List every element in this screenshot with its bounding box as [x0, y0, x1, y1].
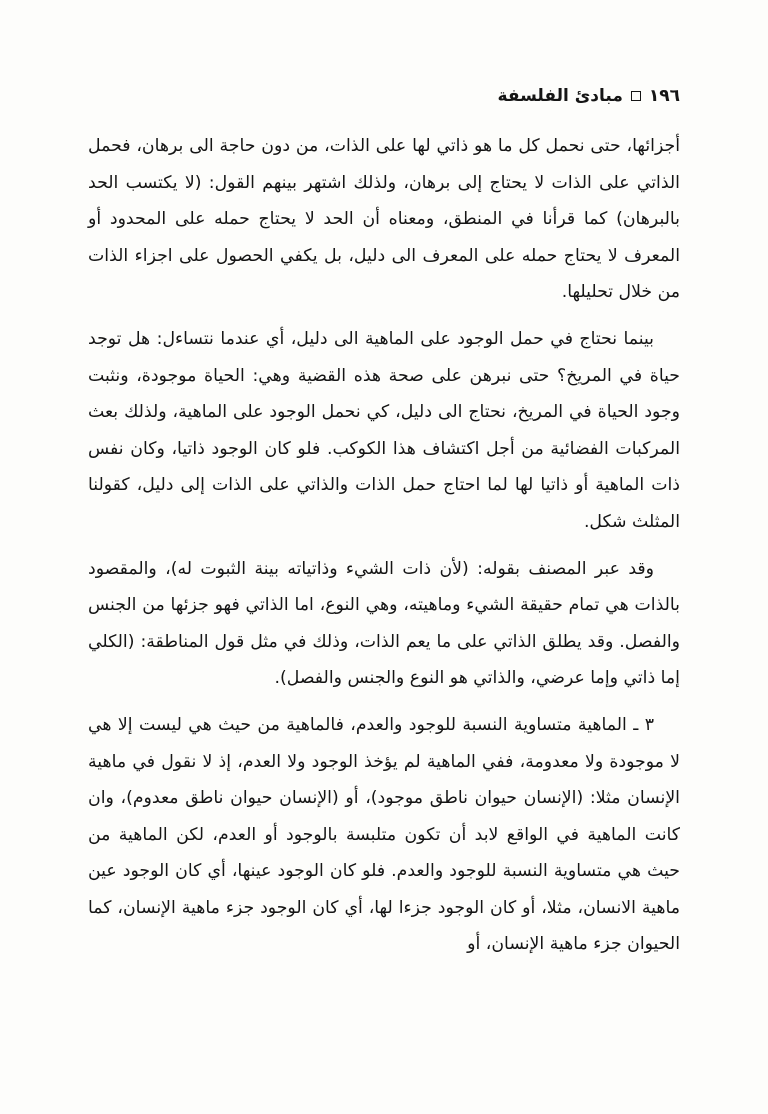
paragraph-2: بينما نحتاج في حمل الوجود على الماهية الى دليل، أي عندما نتساءل: هل توجد حياة في المريخ؟ حتى نبرهن على صحة هذه القضية وهي: الحياة موجودة، ونثبت وجود الحياة في المريخ، نحتاج الى دليل، كي نحمل الوجود على الماهية، ولذلك بعث المركبات الفضائية من أجل اكتشاف هذا الكوكب. فلو كان الوجود ذاتيا، وكان نفس ذات الماهية أو ذاتيا لها لما احتاج حمل الذات والذاتي على الذات إلى دليل، كقولنا المثلث شكل.: [88, 328, 680, 532]
paragraph-4: ٣ ـ الماهية متساوية النسبة للوجود والعدم، فالماهية من حيث هي ليست إلا هي لا موجودة ولا معدومة، ففي الماهية لم يؤخذ الوجود ولا العدم، إذ لا نقول في ماهية الإنسان مثلا: (الإنسان حيوان ناطق موجود)، أو (الإنسان حيوان ناطق معدوم)، وان كانت الماهية في الواقع لابد أن تكون متلبسة بالوجود أو العدم، لكن الماهية من حيث هي متساوية النسبة للوجود والعدم. فلو كان الوجود عينها، أي كان الوجود عين ماهية الانسان، مثلا، أو كان الوجود جزءا لها، أي كان الوجود جزء ماهية الإنسان، كما الحيوان جزء ماهية الإنسان، أو: [88, 714, 680, 955]
body-text: [88, 128, 680, 963]
running-header: [88, 86, 680, 106]
paragraph-1: أجزائها، حتى نحمل كل ما هو ذاتي لها على الذات، من دون حاجة الى برهان، فحمل الذاتي على الذات لا يحتاج إلى برهان، ولذلك اشتهر بينهم القول: (لا يكتسب الحد بالبرهان) كما قرأنا في المنطق، ومعناه أن الحد لا يحتاج حمله على المحدود أو المعرف لا يحتاج حمله على المعرف الى دليل، بل يكفي الحصول على اجزاء الذات من خلال تحليلها.: [88, 136, 680, 303]
page-number: ١٩٦: [648, 86, 680, 106]
square-separator-icon: [631, 91, 641, 101]
paragraph-3: وقد عبر المصنف بقوله: (لأن ذات الشيء وذاتياته بينة الثبوت له)، والمقصود بالذات هي تمام حقيقة الشيء وماهيته، وهي النوع، اما الذاتي فهو جزئها من الجنس والفصل. وقد يطلق الذاتي على ما يعم الذات، وذلك في مثل قول المناطقة: (الكلي إما ذاتي وإما عرضي، والذاتي هو النوع والجنس والفصل).: [88, 558, 680, 689]
book-title: مبادئ الفلسفة: [497, 86, 623, 106]
